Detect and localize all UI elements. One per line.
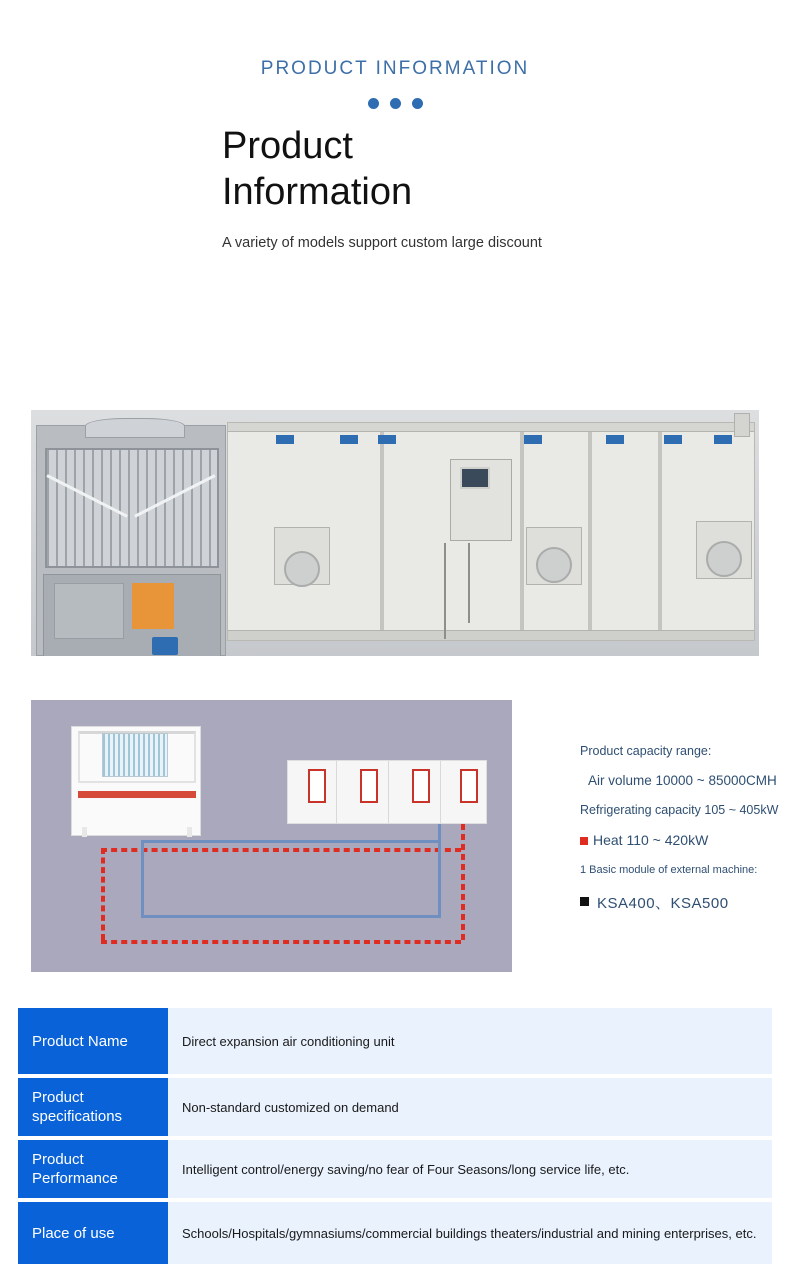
system-diagram bbox=[31, 700, 512, 972]
chiller-base-cabinet bbox=[43, 574, 221, 656]
water-line-blue bbox=[141, 840, 144, 918]
chiller-vee-brace bbox=[51, 474, 211, 534]
capacity-heading: Product capacity range: bbox=[580, 744, 712, 758]
ahu-exhaust-stack bbox=[734, 413, 750, 437]
ahu-viewport-icon bbox=[706, 541, 742, 577]
page-header bbox=[0, 0, 790, 251]
table-row bbox=[18, 1008, 772, 1074]
dot-separator bbox=[0, 98, 790, 109]
chiller-access-door bbox=[54, 583, 124, 639]
table-value-place-of-use: Schools/Hospitals/gymnasiums/commercial buildings theaters/industrial and mining enterprises, etc. bbox=[168, 1202, 772, 1264]
page-kicker: PRODUCT INFORMATION bbox=[260, 58, 530, 79]
ahu-panel-seam bbox=[520, 432, 524, 630]
table-row bbox=[18, 1078, 772, 1136]
table-key-product-specifications: Product specifications bbox=[18, 1078, 168, 1136]
water-line-blue bbox=[438, 824, 441, 918]
table-row bbox=[18, 1140, 772, 1198]
diagram-unit-seam bbox=[336, 761, 337, 823]
water-line-blue bbox=[141, 840, 441, 843]
dot-icon bbox=[390, 98, 401, 109]
table-value-product-name: Direct expansion air conditioning unit bbox=[168, 1008, 772, 1074]
ahu-bottom-rail bbox=[228, 630, 754, 640]
diagram-section-door bbox=[308, 769, 326, 803]
ahu-control-display bbox=[460, 467, 490, 489]
refrigerant-line-red bbox=[101, 848, 461, 852]
table-row bbox=[18, 1202, 772, 1264]
ahu-pipe bbox=[444, 543, 446, 639]
refrigerant-line-red bbox=[101, 848, 105, 940]
capacity-basic-module-note: 1 Basic module of external machine: bbox=[580, 864, 758, 876]
diagram-unit-seam bbox=[388, 761, 389, 823]
capacity-range-list bbox=[540, 744, 780, 928]
ahu-label-tag bbox=[606, 435, 624, 444]
title-block bbox=[0, 123, 790, 251]
capacity-air-volume: Air volume 10000 ~ 85000CMH bbox=[588, 773, 777, 788]
bullet-square-icon bbox=[580, 837, 588, 845]
page-subtitle: A variety of models support custom large discount bbox=[222, 235, 542, 251]
capacity-models-label: KSA400、KSA500 bbox=[597, 895, 729, 912]
specification-table bbox=[18, 1004, 772, 1268]
ahu-label-tag bbox=[714, 435, 732, 444]
ahu-panel-seam bbox=[658, 432, 662, 630]
water-line-blue bbox=[141, 915, 441, 918]
bullet-square-icon bbox=[580, 897, 589, 906]
ahu-pipe bbox=[468, 543, 470, 623]
chiller-hood bbox=[85, 418, 185, 438]
refrigerant-line-red bbox=[461, 824, 465, 940]
diagram-section-door bbox=[460, 769, 478, 803]
table-key-product-performance: Product Performance bbox=[18, 1140, 168, 1198]
diagram-section-door bbox=[412, 769, 430, 803]
ahu-label-tag bbox=[378, 435, 396, 444]
table-key-place-of-use: Place of use bbox=[18, 1202, 168, 1264]
ahu-label-tag bbox=[276, 435, 294, 444]
capacity-heat-label: Heat 110 ~ 420kW bbox=[593, 832, 709, 848]
diagram-unit-legs bbox=[82, 827, 192, 837]
ahu-panel-seam bbox=[380, 432, 384, 630]
refrigerant-line-red bbox=[101, 940, 461, 944]
air-handling-unit-photo bbox=[227, 422, 755, 641]
diagram-outdoor-unit bbox=[71, 726, 201, 836]
ahu-label-tag bbox=[340, 435, 358, 444]
ahu-viewport-icon bbox=[536, 547, 572, 583]
table-key-product-name: Product Name bbox=[18, 1008, 168, 1074]
dot-icon bbox=[368, 98, 379, 109]
diagram-unit-stripe bbox=[78, 791, 196, 798]
ahu-panel-seam bbox=[588, 432, 592, 630]
capacity-refrigerating: Refrigerating capacity 105 ~ 405kW bbox=[580, 803, 779, 817]
capacity-models bbox=[580, 892, 780, 913]
ahu-viewport-icon bbox=[284, 551, 320, 587]
diagram-indoor-unit bbox=[287, 760, 487, 824]
ahu-label-tag bbox=[664, 435, 682, 444]
table-value-product-specifications: Non-standard customized on demand bbox=[168, 1078, 772, 1136]
diagram-section-door bbox=[360, 769, 378, 803]
chiller-brand-badge bbox=[152, 637, 178, 655]
outdoor-chiller-unit-photo bbox=[36, 425, 226, 656]
product-photo-banner bbox=[31, 410, 759, 656]
page-title: Product Information bbox=[222, 125, 413, 213]
capacity-heat bbox=[580, 832, 780, 848]
ahu-top-rail bbox=[228, 423, 754, 432]
diagram-condenser-coil bbox=[102, 733, 168, 777]
dot-icon bbox=[412, 98, 423, 109]
ahu-label-tag bbox=[524, 435, 542, 444]
diagram-unit-seam bbox=[440, 761, 441, 823]
table-value-product-performance: Intelligent control/energy saving/no fear of Four Seasons/long service life, etc. bbox=[168, 1140, 772, 1198]
chiller-orange-panel bbox=[132, 583, 174, 629]
